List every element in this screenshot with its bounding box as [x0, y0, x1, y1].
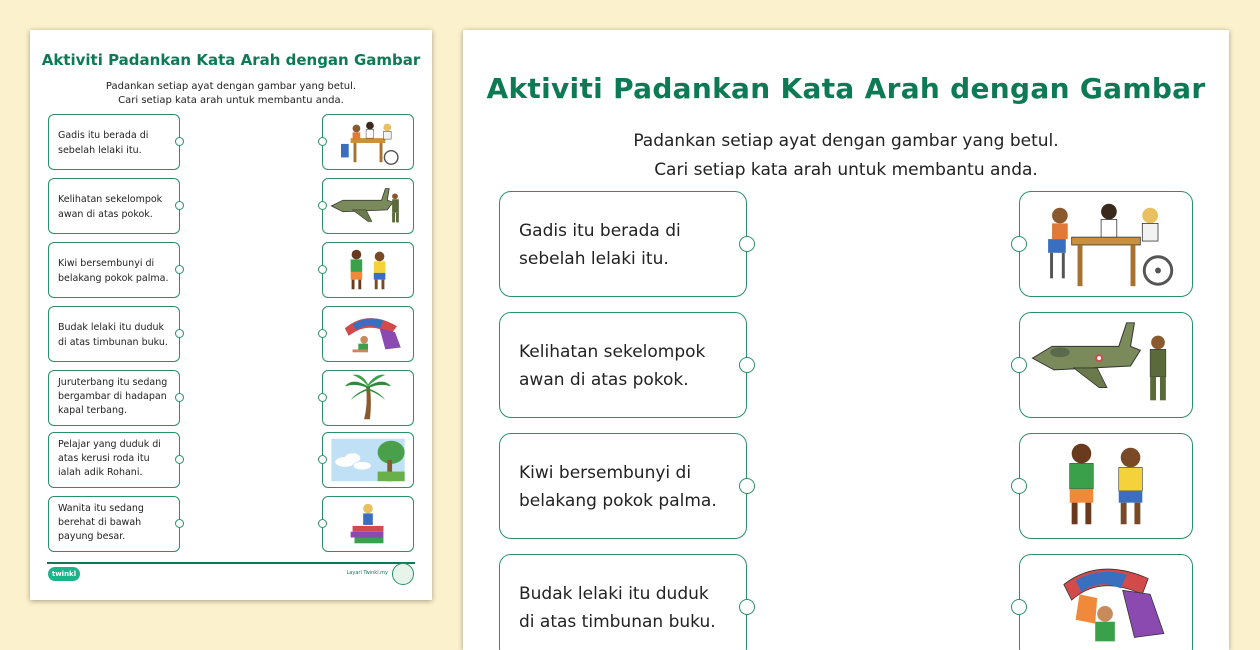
sentence-box[interactable]: [48, 496, 180, 552]
instruction-line-2: Cari setiap kata arah untuk membantu anda.: [654, 160, 1038, 180]
sentence-line: Gadis itu berada di: [58, 130, 149, 141]
classroom-table-icon: [323, 115, 413, 169]
badge-icon: [392, 563, 414, 585]
sentence-line: Kelihatan sekelompok: [58, 194, 163, 205]
picture-box[interactable]: [1019, 312, 1193, 418]
connector-dot[interactable]: [739, 357, 755, 373]
picture-box[interactable]: [1019, 554, 1193, 650]
worksheet-thumbnail[interactable]: [30, 30, 432, 600]
sentence-box[interactable]: [48, 114, 180, 170]
connector-dot[interactable]: [175, 455, 184, 464]
picture-box[interactable]: [322, 370, 414, 426]
sentence-line: Kiwi bersembunyi di: [58, 258, 155, 269]
sentence-line: belakang pokok palma.: [519, 491, 717, 511]
picture-box[interactable]: [1019, 191, 1193, 297]
sentence-line: kapal terbang.: [58, 405, 128, 416]
sentence-line: sebelah lelaki itu.: [519, 249, 669, 269]
connector-dot[interactable]: [739, 478, 755, 494]
sentence-line: bergambar di hadapan: [58, 391, 167, 402]
fighter-jet-pilot-icon: [1020, 313, 1192, 417]
sentence-line: belakang pokok palma.: [58, 273, 169, 284]
sentence-box[interactable]: [499, 433, 747, 539]
sentence-box[interactable]: [48, 306, 180, 362]
footer-link[interactable]: Layari Twinkl.my: [346, 570, 388, 576]
footer-divider: [47, 562, 415, 564]
sentence-line: awan di atas pokok.: [58, 209, 153, 220]
connector-dot[interactable]: [175, 329, 184, 338]
fighter-jet-pilot-icon: [323, 179, 413, 233]
two-children-icon: [1020, 434, 1192, 538]
sentence-box[interactable]: [499, 554, 747, 650]
sentence-line: Kelihatan sekelompok: [519, 342, 706, 362]
connector-dot[interactable]: [175, 137, 184, 146]
connector-dot[interactable]: [739, 599, 755, 615]
picture-box[interactable]: [322, 114, 414, 170]
sentence-line: atas kerusi roda itu: [58, 453, 150, 464]
sentence-line: Pelajar yang duduk di: [58, 439, 161, 450]
sentence-line: di atas timbunan buku.: [519, 612, 716, 632]
sentence-line: sebelah lelaki itu.: [58, 145, 142, 156]
sentence-box[interactable]: [499, 312, 747, 418]
picture-box[interactable]: [322, 242, 414, 298]
sentence-box[interactable]: [48, 178, 180, 234]
sentence-line: ialah adik Rohani.: [58, 467, 143, 478]
page-title: Aktiviti Padankan Kata Arah dengan Gambar: [41, 51, 421, 69]
sentence-box[interactable]: [48, 432, 180, 488]
instruction-line-2: Cari setiap kata arah untuk membantu anda.: [118, 95, 344, 106]
connector-dot[interactable]: [175, 519, 184, 528]
picture-box[interactable]: [1019, 433, 1193, 539]
boy-on-books-icon: [323, 497, 413, 551]
twinkl-logo: twinkl: [48, 567, 80, 581]
sentence-line: di atas timbunan buku.: [58, 337, 168, 348]
classroom-table-icon: [1020, 192, 1192, 296]
instruction-line-1: Padankan setiap ayat dengan gambar yang betul.: [633, 131, 1059, 151]
sentence-line: awan di atas pokok.: [519, 370, 689, 390]
palm-tree-icon: [323, 371, 413, 425]
sentence-box[interactable]: [499, 191, 747, 297]
beach-umbrella-icon: [1020, 555, 1192, 650]
clouds-tree-icon: [323, 433, 413, 487]
connector-dot[interactable]: [175, 393, 184, 402]
picture-box[interactable]: [322, 306, 414, 362]
sentence-line: berehat di bawah: [58, 517, 142, 528]
sentence-line: Wanita itu sedang: [58, 503, 144, 514]
connector-dot[interactable]: [175, 201, 184, 210]
picture-box[interactable]: [322, 496, 414, 552]
worksheet-zoomed[interactable]: [463, 30, 1229, 650]
sentence-line: Gadis itu berada di: [519, 221, 681, 241]
sentence-box[interactable]: [48, 370, 180, 426]
two-children-icon: [323, 243, 413, 297]
beach-umbrella-icon: [323, 307, 413, 361]
sentence-line: Budak lelaki itu duduk: [519, 584, 709, 604]
sentence-line: payung besar.: [58, 531, 126, 542]
instruction-line-1: Padankan setiap ayat dengan gambar yang betul.: [105, 81, 357, 92]
page-title: Aktiviti Padankan Kata Arah dengan Gambar: [486, 72, 1206, 105]
connector-dot[interactable]: [739, 236, 755, 252]
picture-box[interactable]: [322, 178, 414, 234]
sentence-line: Juruterbang itu sedang: [58, 377, 168, 388]
connector-dot[interactable]: [175, 265, 184, 274]
sentence-line: Budak lelaki itu duduk: [58, 322, 165, 333]
picture-box[interactable]: [322, 432, 414, 488]
sentence-line: Kiwi bersembunyi di: [519, 463, 692, 483]
sentence-box[interactable]: [48, 242, 180, 298]
